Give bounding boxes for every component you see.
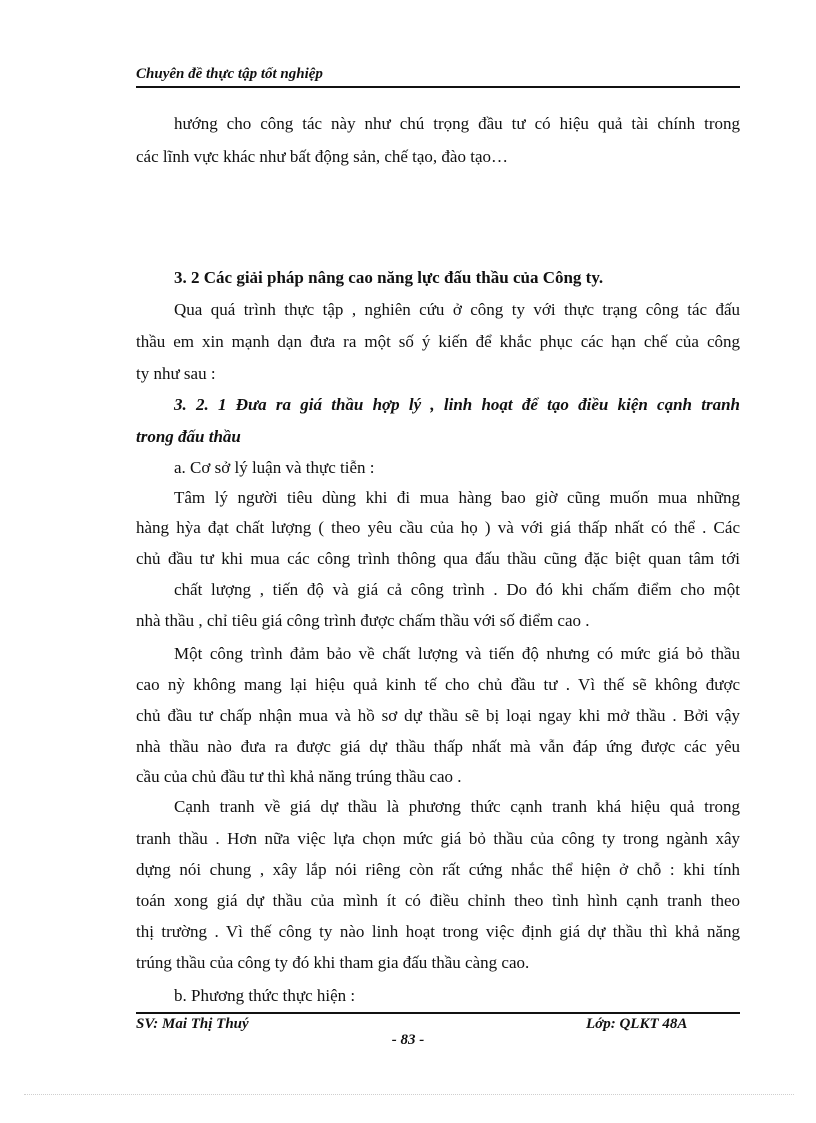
text-line: cầu của chủ đầu tư thì khả năng trúng thầu cao .	[136, 767, 462, 786]
text-line: toán xong giá dự thầu của mình ít có điều chỉnh theo tình hình cạnh tranh theo	[136, 891, 740, 910]
text-line: Qua quá trình thực tập , nghiên cứu ở công ty với thực trạng công tác đấu	[174, 300, 740, 319]
section-heading: 3. 2 Các giải pháp nâng cao năng lực đấu thầu của Công ty.	[174, 268, 604, 287]
page-edge-dots	[24, 1094, 794, 1095]
text-line: tranh thầu . Hơn nữa việc lựa chọn mức giá bỏ thầu của công ty trong ngành xây	[136, 829, 740, 848]
subsection-heading-cont: trong đấu thầu	[136, 427, 241, 446]
page-number: - 83 -	[391, 1032, 425, 1048]
text-line: trúng thầu của công ty đó khi tham gia đấu thầu càng cao.	[136, 953, 530, 972]
text-line: các lĩnh vực khác như bất động sản, chế tạo, đào tạo…	[136, 147, 508, 166]
footer-class: Lớp: QLKT 48A	[586, 1016, 688, 1032]
subheading-a: a. Cơ sở lý luận và thực tiễn :	[174, 458, 375, 477]
footer-student: SV: Mai Thị Thuý	[136, 1016, 249, 1032]
header-rule	[136, 86, 740, 88]
text-line: thầu em xin mạnh dạn đưa ra một số ý kiến để khắc phục các hạn chế của công	[136, 332, 740, 351]
text-line: nhà thầu nào đưa ra được giá dự thầu thấp nhất mà vẫn đáp ứng được các yêu	[136, 737, 740, 756]
text-line: Cạnh tranh về giá dự thầu là phương thức cạnh tranh khá hiệu quả trong	[174, 797, 740, 816]
subheading-b: b. Phương thức thực hiện :	[174, 986, 356, 1005]
text-line: hàng hỳa đạt chất lượng ( theo yêu cầu của họ ) và với giá thấp nhất có thể . Các	[136, 518, 740, 537]
text-line: Một công trình đảm bảo về chất lượng và tiến độ nhưng có mức giá bỏ thầu	[174, 644, 740, 663]
text-line: hướng cho công tác này như chú trọng đầu tư có hiệu quả tài chính trong	[174, 114, 740, 133]
text-line: dựng nói chung , xây lắp nói riêng còn rất cứng nhắc thể hiện ở chỗ : khi tính	[136, 860, 740, 879]
text-line: chủ đầu tư khi mua các công trình thông qua đấu thầu cũng đặc biệt quan tâm tới	[136, 549, 740, 568]
footer-rule	[136, 1012, 740, 1014]
text-line: chất lượng , tiến độ và giá cả công trình . Do đó khi chấm điểm cho một	[174, 580, 740, 599]
text-line: Tâm lý người tiêu dùng khi đi mua hàng bao giờ cũng muốn mua những	[174, 488, 740, 507]
text-line: thị trường . Vì thế công ty nào linh hoạt trong việc định giá dự thầu thì khả năng	[136, 922, 740, 941]
text-line: nhà thầu , chỉ tiêu giá công trình được chấm thầu với số điểm cao .	[136, 611, 590, 630]
text-line: ty như sau :	[136, 364, 216, 383]
subsection-heading: 3. 2. 1 Đưa ra giá thầu hợp lý , linh hoạt để tạo điều kiện cạnh tranh	[174, 395, 740, 414]
running-header: Chuyên đề thực tập tốt nghiệp	[136, 66, 323, 82]
text-line: cao nỳ không mang lại hiệu quả kinh tế cho chủ đầu tư . Vì thế sẽ không được	[136, 675, 740, 694]
text-line: chủ đầu tư chấp nhận mua và hồ sơ dự thầu sẽ bị loại ngay khi mở thầu . Bởi vậy	[136, 706, 740, 725]
